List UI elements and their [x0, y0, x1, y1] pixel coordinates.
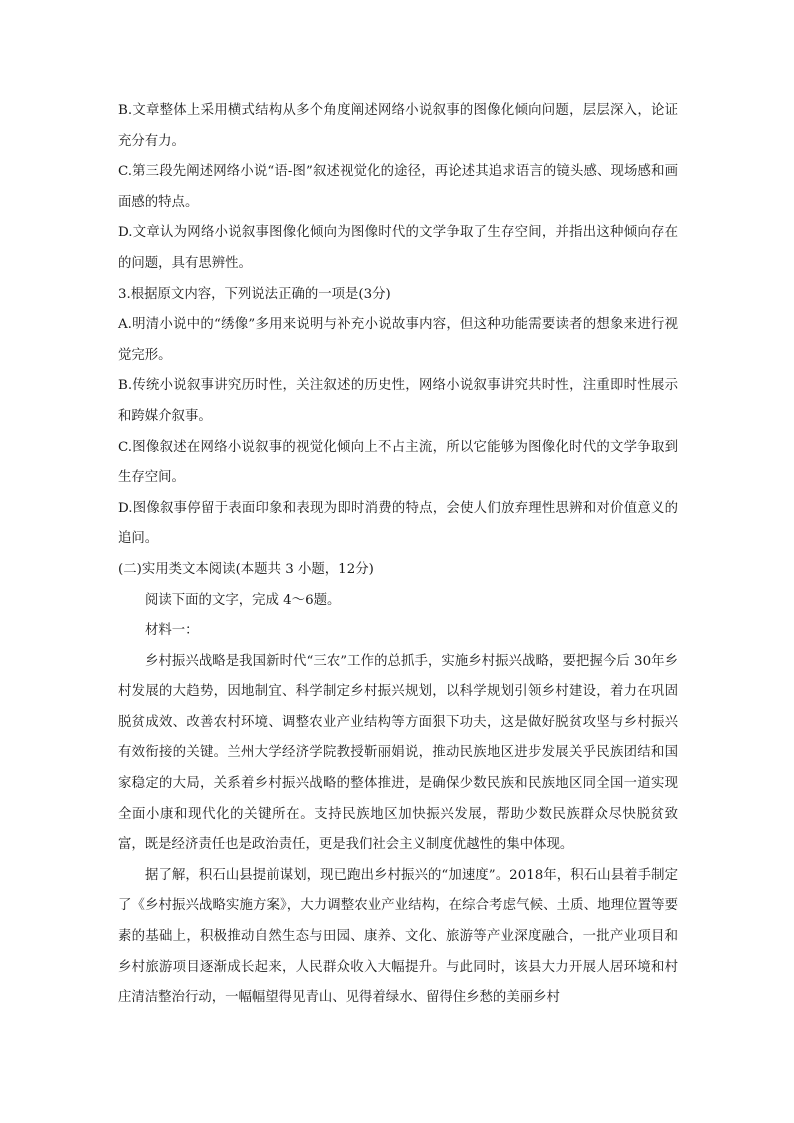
- document-body: [118, 96, 678, 1014]
- question-3-option-a: A.明清小说中的“绣像”多用来说明与补充小说故事内容，但这种功能需要读者的想象来进行视觉完形。: [118, 317, 678, 363]
- option-d-paragraph: D.文章认为网络小说叙事图像化倾向为图像时代的文学争取了生存空间，并指出这种倾向存在的问题，具有思辨性。: [118, 225, 678, 271]
- material-paragraph-1: 乡村振兴战略是我国新时代“三农”工作的总抓手，实施乡村振兴战略，要把握今后 30年乡村发展的大趋势，因地制宜、科学制定乡村振兴规划，以科学规划引领乡村建设，着力在巩固脱贫成效、改善农村环境、调整农业产业结构等方面狠下功夫，这是做好脱贫攻坚与乡村振兴有效衔接的关键。兰州大学经济学院教授靳丽娟说，推动民族地区进步发展关乎民族团结和国家稳定的大局，关系着乡村振兴战略的整体推进，是确保少数民族和民族地区同全国一道实现全面小康和现代化的关键所在。支持民族地区加快振兴发展，帮助少数民族群众尽快脱贫致富，既是经济责任也是政治责任，更是我们社会主义制度优越性的集中体现。: [118, 653, 678, 853]
- option-c-paragraph: C.第三段先阐述网络小说“语-图”叙述视觉化的途径，再论述其追求语言的镜头感、现场感和画面感的特点。: [118, 164, 678, 210]
- question-3-option-c: C.图像叙述在网络小说叙事的视觉化倾向上不占主流，所以它能够为图像化时代的文学争取到生存空间。: [118, 439, 678, 486]
- section-heading: (二)实用类文本阅读(本题共 3 小题，12分): [118, 561, 374, 577]
- question-3-option-d: D.图像叙事停留于表面印象和表现为即时消费的特点，会使人们放弃理性思辨和对价值意义的追问。: [118, 500, 678, 547]
- option-b-paragraph: B.文章整体上采用横式结构从多个角度阐述网络小说叙事的图像化倾向问题，层层深入，论证充分有力。: [118, 103, 678, 149]
- material-paragraph-2: 据了解，积石山县提前谋划，现已跑出乡村振兴的“加速度”。2018年，积石山县着手制定了《乡村振兴战略实施方案》，大力调整农业产业结构，在综合考虑气候、土质、地理位置等要素的基础上，积极推动自然生态与田园、康养、文化、旅游等产业深度融合，一批产业项目和乡村旅游项目逐渐成长起来，人民群众收入大幅提升。与此同时，该县大力开展人居环境和村庄清洁整治行动，一幅幅望得见青山、见得着绿水、留得住乡愁的美丽乡村: [118, 867, 678, 1006]
- material-one-label: 材料一：: [145, 623, 199, 639]
- question-3-option-b: B.传统小说叙事讲究历时性，关注叙述的历史性，网络小说叙事讲究共时性，注重即时性展示和跨媒介叙事。: [118, 378, 678, 424]
- reading-instruction: 阅读下面的文字，完成 4～6题。: [145, 592, 341, 608]
- question-3-stem: 3.根据原文内容，下列说法正确的一项是(3分): [118, 286, 391, 302]
